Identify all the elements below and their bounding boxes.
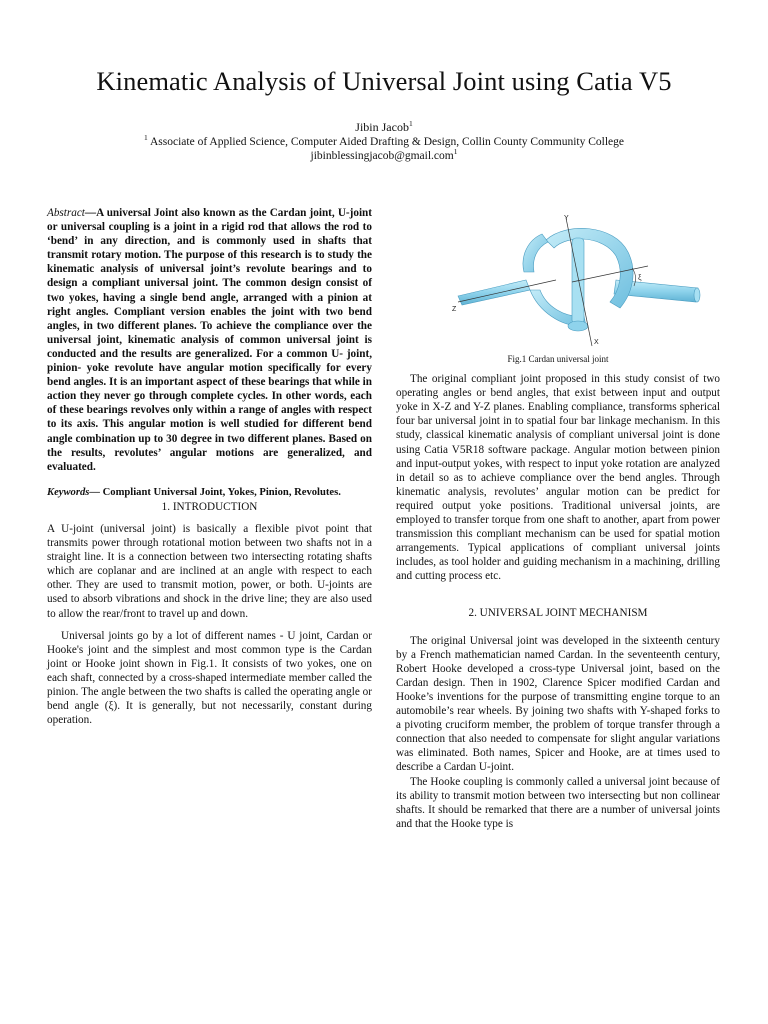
abstract-lead: Abstract <box>47 207 85 219</box>
author-name: Jibin Jacob <box>355 120 409 134</box>
right-paragraph-1: The original compliant joint proposed in this study consist of two operating angles or bend angles, that exist between input and output yoke in X-Z and Y-Z planes. Enabling compliance, transforms spherical four bar universal joint in to spatial four bar linkage mechanism. In this study, classical kinematic analysis of compliant universal joint is done using Catia V5R18 software package. Angular motion between pinion and input-output yokes, with respect to input yoke rotation are analyzed in detail so as to achieve compliance over the bend angles. Through kinematic analysis, revolutes’ angular motion can be predict for required output yoke positions. Traditional universal joints, are employed to transfer torque from one shaft to another, apart from power transmission this compliant mechanism can be used for spatial motion arrangements. Typical applications of compliant universal joints includes, as tool holder and guiding mechanism in a machining, drilling and cutting process etc. <box>396 373 720 583</box>
author-superscript: 1 <box>408 119 413 128</box>
author-email: jibinblessingjacob@gmail.com <box>310 150 454 162</box>
intro-paragraph-1: A U-joint (universal joint) is basically a flexible pivot point that transmits power through rotational motion between two shafts not in a straight line. It is a connection between two intersecting rotating shafts which are coplanar and are inclined at an angle with respect to each other. They are used to transmit motion, power, or both. U-joints are used to absorb vibrations and shock in the drive line; they are also used to allow the rear/front to travel up and down. <box>47 522 372 620</box>
affiliation-text: Associate of Applied Science, Computer Aided Drafting & Design, Collin County Community College <box>150 136 624 148</box>
email-line <box>0 147 768 162</box>
abstract <box>47 206 372 474</box>
cardan-joint-illustration <box>396 210 720 350</box>
keywords-lead: Keywords— <box>47 486 100 498</box>
left-column <box>47 206 372 727</box>
axis-label-y: Y <box>564 215 569 222</box>
section-heading-mechanism: 2. UNIVERSAL JOINT MECHANISM <box>468 606 648 619</box>
figure-cardan-joint <box>396 210 720 350</box>
section-heading-introduction: 1. INTRODUCTION <box>161 500 258 513</box>
axis-label-z: Z <box>452 306 457 313</box>
output-shaft-end <box>694 288 700 302</box>
intro-paragraph-2: Universal joints go by a lot of different names - U joint, Cardan or Hooke's joint and the simplest and most common type is the Cardan joint or Hooke joint shown in Fig.1. It consists of two yokes, one on each shaft, connected by a cross-shaped intermediate member called the pinion. The angle between the two shafts is called the operating angle or bend angle (ξ). It is generally, but not necessarily, constant during operation. <box>47 629 372 727</box>
abstract-text: —A universal Joint also known as the Cardan joint, U-joint or universal coupling is a joint in a rigid rod that allows the rod to ‘bend’ in any direction, and is commonly used in shafts that transmit rotary motion. The purpose of this research is to study the kinematic analysis of universal joint’s revolute bearings and to design a compliant universal joint. The common design consist of two yokes, having a single bend angle, arranged with a pinion at right angles. Compliant version enables the joint with two bend angles, in two different planes. To achieve the compliance over the universal joint, kinematic analysis of common universal joint is conducted and the results are generalized. For a common U- joint, pinion- yoke revolute have angular motion specifically for every bend angles. It is an important aspect of these bearings that while in action they never go through complete cycles. In other words, each of these bearings revolves only within a range of angles with respect to its axis. This angular motion is well studied for different bend angle combination up to 30 degree in two different planes. Based on the results, revolutes’ angular motions are generalized, and evaluated. <box>47 207 372 473</box>
input-yoke-upper <box>523 234 548 272</box>
pinion-base <box>568 321 588 331</box>
affiliation-superscript: 1 <box>144 133 148 143</box>
affiliation-line <box>0 133 768 148</box>
figure-caption: Fig.1 Cardan universal joint <box>507 354 609 364</box>
email-superscript: 1 <box>453 147 458 157</box>
mechanism-paragraph-2: The Hooke coupling is commonly called a universal joint because of its ability to transmit motion between two intersecting but non collinear shafts. It should be remarked that there are a number of universal joints and that the Hooke type is <box>396 775 720 830</box>
bend-angle-label: ξ <box>638 273 642 282</box>
paper-title: Kinematic Analysis of Universal Joint using Catia V5 <box>96 66 672 96</box>
keywords <box>47 486 372 500</box>
author-line <box>0 120 768 135</box>
output-yoke <box>546 228 633 308</box>
right-column <box>396 210 720 831</box>
input-shaft <box>458 280 530 305</box>
keywords-text: Compliant Universal Joint, Yokes, Pinion, Revolutes. <box>99 486 341 498</box>
mechanism-paragraph-1: The original Universal joint was developed in the sixteenth century by a French mathematician named Cardan. In the seventeenth century, Robert Hooke developed a cross-type Universal joint, based on the Cardan design. Then in 1902, Clarence Spicer modified Cardan and Hooke’s inventions for the purpose of transmitting engine torque to an automobile’s rear wheels. By joining two shafts with Y-shaped forks to a pivoting cruciform member, the problem of torque transfer through a connection that also needed to compensate for slight angular variations was eliminated. Both names, Spicer and Hooke, are at times used to describe a Cardan U-joint. <box>396 634 720 774</box>
axis-label-x: X <box>594 339 599 346</box>
